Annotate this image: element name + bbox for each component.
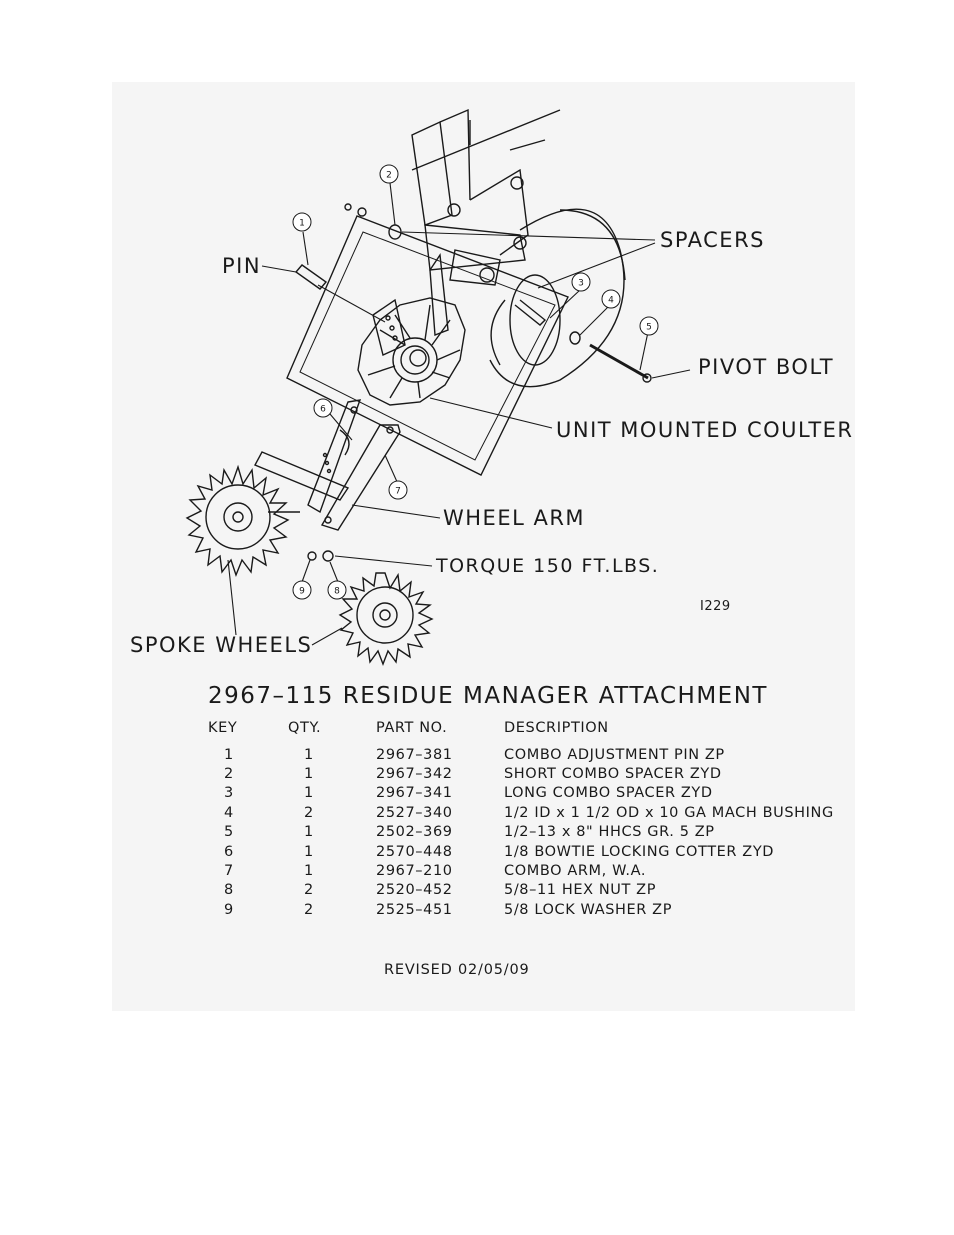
adjustment-pin <box>296 265 326 289</box>
table-row <box>200 900 834 919</box>
cell-part-no: 2967–342 <box>376 766 453 783</box>
cell-part-no: 2967–341 <box>376 785 453 802</box>
cell-key: 3 <box>224 785 234 802</box>
cell-description: COMBO ARM, W.A. <box>504 863 647 880</box>
balloon-1: 1 <box>299 218 305 229</box>
balloon-5: 5 <box>646 322 652 333</box>
assembly-title: 2967–115 RESIDUE MANAGER ATTACHMENT <box>208 683 768 709</box>
balloon-9: 9 <box>299 586 305 597</box>
cell-part-no: 2502–369 <box>376 824 453 841</box>
table-row <box>200 861 834 880</box>
cell-key: 7 <box>224 863 234 880</box>
adjustment-plate <box>373 300 405 355</box>
cell-description: 5/8–11 HEX NUT ZP <box>504 882 657 899</box>
cell-part-no: 2525–451 <box>376 901 453 918</box>
table-row <box>200 745 834 764</box>
table-row <box>200 764 834 783</box>
balloon-4: 4 <box>608 295 614 306</box>
cell-description: 1/2–13 x 8" HHCS GR. 5 ZP <box>504 824 715 841</box>
cell-part-no: 2967–381 <box>376 746 453 763</box>
cell-description: 1/2 ID x 1 1/2 OD x 10 GA MACH BUSHING <box>504 804 834 821</box>
mounting-bracket <box>412 110 560 335</box>
cell-description: LONG COMBO SPACER ZYD <box>504 785 713 802</box>
table-row <box>200 823 834 842</box>
cell-part-no: 2527–340 <box>376 804 453 821</box>
cell-qty: 1 <box>304 766 314 783</box>
header-qty: QTY. <box>288 720 322 736</box>
wheel-arm <box>255 400 400 530</box>
cell-part-no: 2967–210 <box>376 863 453 880</box>
label-pivot-bolt: PIVOT BOLT <box>698 355 835 379</box>
header-key: KEY <box>208 720 238 736</box>
cell-qty: 2 <box>304 882 314 899</box>
balloon-8: 8 <box>334 586 340 597</box>
cell-key: 4 <box>224 804 234 821</box>
cell-key: 1 <box>224 746 234 763</box>
cell-qty: 1 <box>304 785 314 802</box>
table-row <box>200 881 834 900</box>
table-row <box>200 803 834 822</box>
cell-description: SHORT COMBO SPACER ZYD <box>504 766 722 783</box>
cell-qty: 1 <box>304 863 314 880</box>
spoke-wheel-right <box>340 573 432 664</box>
cell-part-no: 2570–448 <box>376 843 453 860</box>
balloon-3: 3 <box>578 278 584 289</box>
balloon-7: 7 <box>395 486 401 497</box>
cell-key: 2 <box>224 766 234 783</box>
table-row <box>200 842 834 861</box>
cell-key: 5 <box>224 824 234 841</box>
spoke-wheel-left <box>187 467 288 575</box>
cell-description: COMBO ADJUSTMENT PIN ZP <box>504 746 725 763</box>
header-description: DESCRIPTION <box>504 720 609 736</box>
drawing-code: I229 <box>700 599 731 614</box>
cell-key: 8 <box>224 882 234 899</box>
cell-qty: 1 <box>304 843 314 860</box>
cell-key: 6 <box>224 843 234 860</box>
label-pin: PIN <box>222 254 262 278</box>
table-row <box>200 784 834 803</box>
cell-qty: 2 <box>304 901 314 918</box>
label-spoke-wheels: SPOKE WHEELS <box>130 633 313 657</box>
label-unit-mounted-coulter: UNIT MOUNTED COULTER <box>556 418 854 442</box>
cell-qty: 2 <box>304 804 314 821</box>
cell-description: 1/8 BOWTIE LOCKING COTTER ZYD <box>504 843 775 860</box>
revision-date: REVISED 02/05/09 <box>384 962 530 978</box>
balloon-6: 6 <box>320 404 326 415</box>
cell-key: 9 <box>224 901 234 918</box>
cell-qty: 1 <box>304 824 314 841</box>
parts-list-table <box>200 720 834 920</box>
label-torque: TORQUE 150 FT.LBS. <box>436 555 660 577</box>
cell-description: 5/8 LOCK WASHER ZP <box>504 901 673 918</box>
header-part-no: PART NO. <box>376 720 448 736</box>
label-spacers: SPACERS <box>660 228 765 252</box>
cell-qty: 1 <box>304 746 314 763</box>
balloon-2: 2 <box>386 170 392 181</box>
cell-part-no: 2520–452 <box>376 882 453 899</box>
label-wheel-arm: WHEEL ARM <box>443 506 586 530</box>
table-header-row <box>200 720 834 745</box>
